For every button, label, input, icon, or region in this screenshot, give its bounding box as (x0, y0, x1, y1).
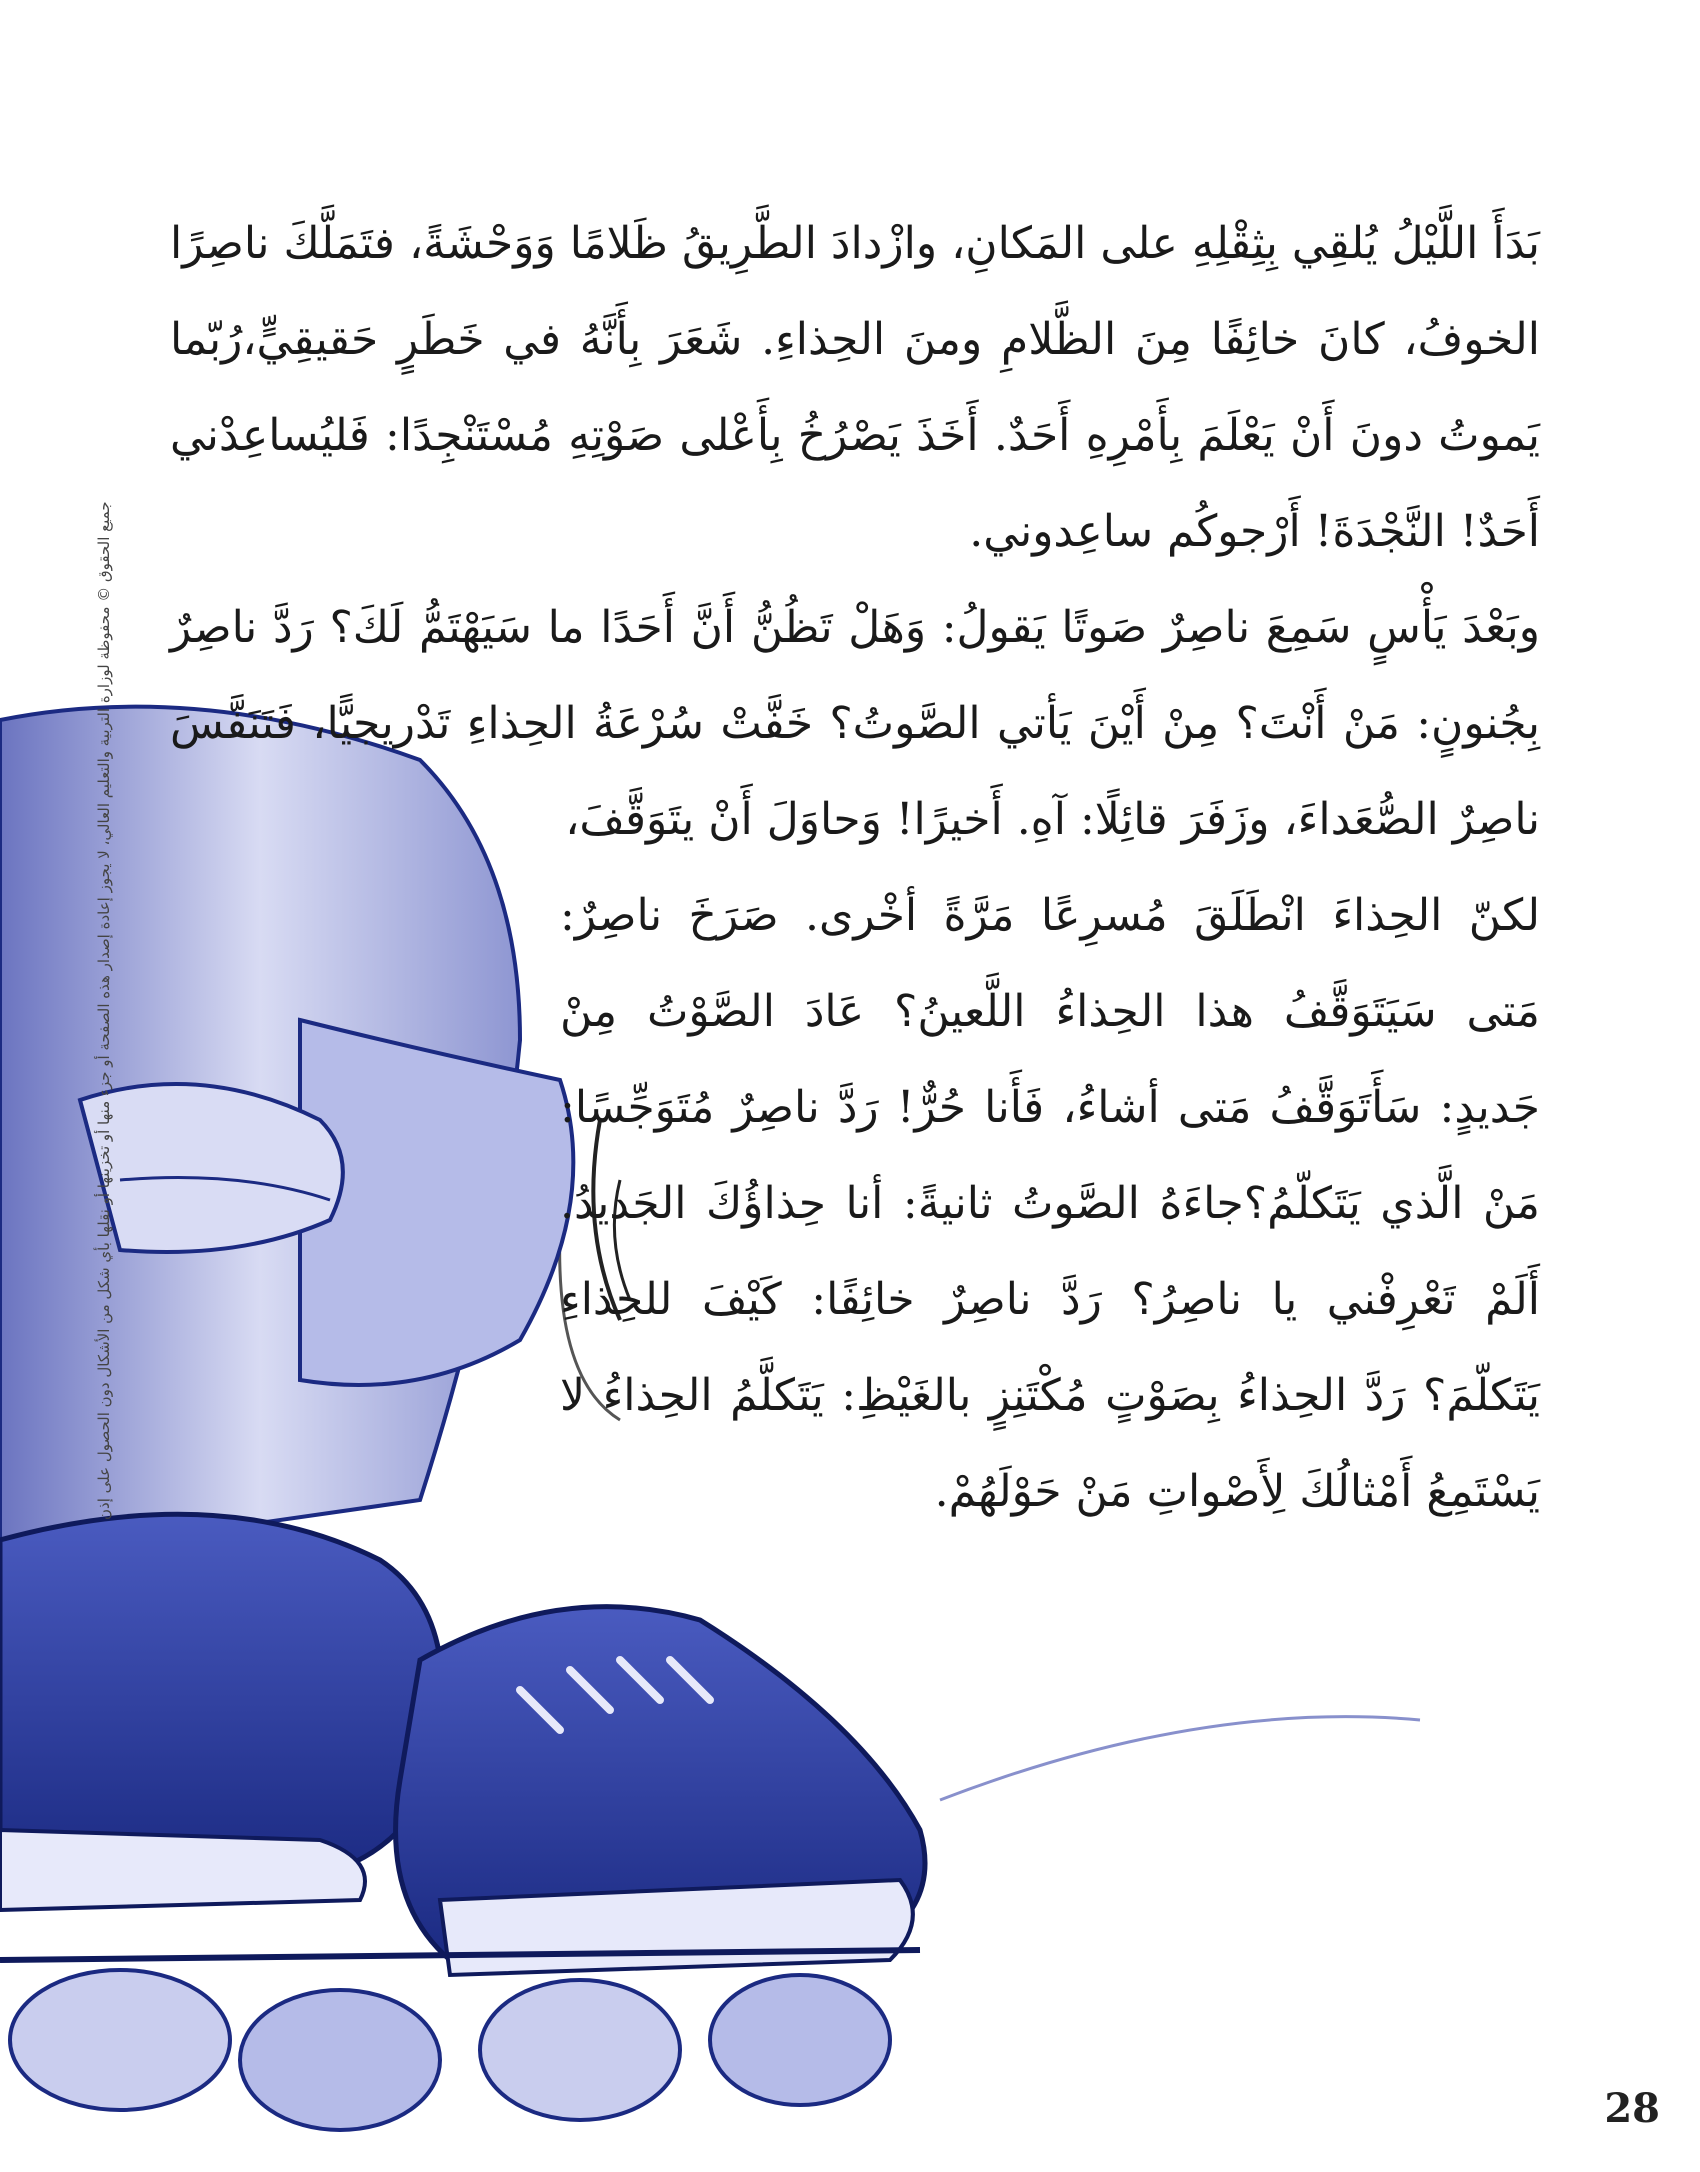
page-number: 28 (1604, 2085, 1660, 2132)
narrow-column (560, 868, 1540, 1540)
story-text (170, 196, 1540, 1540)
paragraph-1: بَدَأَ اللَّيْلُ يُلقِي بِثِقْلِهِ على المَكانِ، وازْدادَ الطَّرِيقُ ظَلامًا وَوَحْشَةً، فتَمَلَّكَ ناصِرًا الخوفُ، كانَ خائِفًا مِنَ الظَّلامِ ومنَ الحِذاءِ. شَعَرَ بِأَنَّهُ في خَطَرٍ حَقيقِيٍّ،رُبّما يَموتُ دونَ أَنْ يَعْلَمَ بِأَمْرِهِ أَحَدٌ. أَخَذَ يَصْرُخُ بِأَعْلى صَوْتِهِ مُسْتَنْجِدًا: فَليُساعِدْني أَحَدٌ! النَّجْدَةَ! أَرْجوكُم ساعِدوني. (170, 218, 1540, 557)
copyright-notice: جميع الحقوق © محفوظة لوزارة التربية والتعليم العالي، لا يجوز إعادة إصدار هذه الصفحة أو جزء منها أو تخزينها أو نقلها بأي شكل من الأشكال دون الحصول على إذن (95, 501, 113, 1520)
paragraph-3: لكنّ الحِذاءَ انْطَلَقَ مُسرِعًا مَرَّةً أخْرى. صَرَخَ ناصِرٌ: مَتى سَيَتَوَقَّفُ هذا الحِذاءُ اللَّعينُ؟ عَادَ الصَّوْتُ مِنْ جَديدٍ: سَأَتَوَقَّفُ مَتى أشاءُ، فَأَنا حُرٌّ! رَدَّ ناصِرٌ مُتَوَجِّسًا: مَنْ الَّذي يَتَكلّمُ؟جاءَهُ الصَّوتُ ثانيةً: أنا حِذاؤُكَ الجَديدُ. أَلَمْ تَعْرِفْني يا ناصِرُ؟ رَدَّ ناصِرٌ خائِفًا: كَيْفَ للحِذاءِ يَتَكلّمَ؟ رَدَّ الحِذاءُ بِصَوْتٍ مُكْتَنِزٍ بالغَيْظِ: يَتَكلَّمُ الحِذاءُ لا يَسْتَمِعُ أَمْثالُكَ لِأَصْواتِ مَنْ حَوْلَهُمْ. (560, 890, 1540, 1517)
paragraph-2: وبَعْدَ يَأْسٍ سَمِعَ ناصِرٌ صَوتًا يَقولُ: وَهَلْ تَظُنُّ أَنَّ أَحَدًا ما سَيَهْتَمُّ لَكَ؟ رَدَّ ناصِرٌ بِجُنونٍ: مَنْ أَنْتَ؟ مِنْ أَيْنَ يَأتي الصَّوتُ؟ خَفَّتْ سُرْعَةُ الحِذاءِ تَدْريجيًّا، فَتَنَفَّسَ ناصِرٌ الصُّعَداءَ، وزَفَرَ قائِلًا: آهِ. أَخيرًا! وَحاوَلَ أَنْ يتَوَقَّفَ، (170, 602, 1540, 845)
